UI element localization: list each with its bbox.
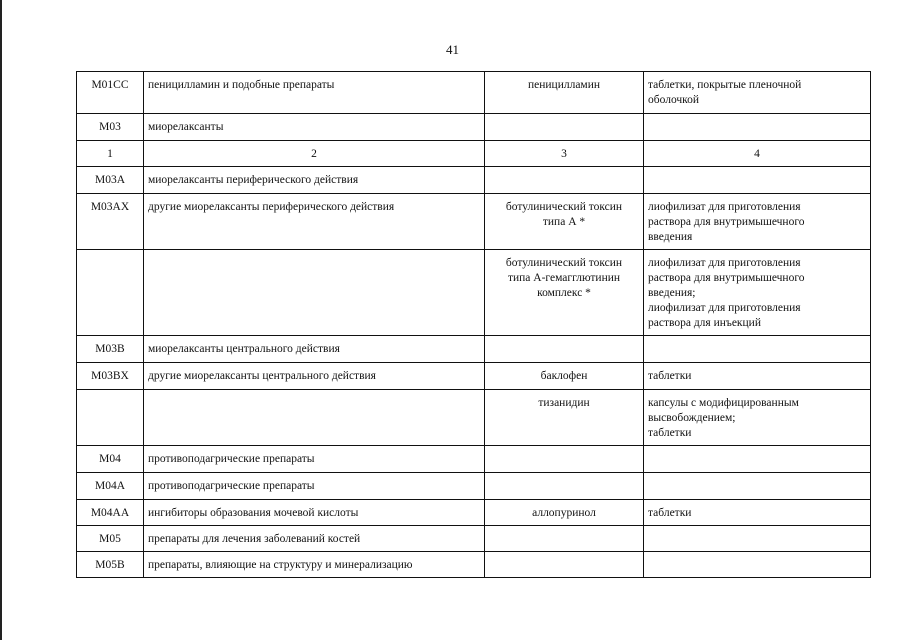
anatomical-group-cell [144,167,485,194]
atc-code-cell [77,473,144,500]
anatomical-group-text: препараты для лечения заболеваний костей [148,533,361,545]
table-row [77,167,871,194]
anatomical-group-text: препараты, влияющие на структуру и минерализацию [148,559,413,571]
anatomical-group-cell [144,473,485,500]
drug-name-text: тизанидин [538,397,590,409]
atc-code-cell [77,141,144,167]
atc-code-cell [77,390,144,446]
table-row [77,114,871,141]
atc-code-text: 1 [107,148,113,160]
anatomical-group-text: ингибиторы образования мочевой кислоты [148,507,359,519]
table-row [77,473,871,500]
atc-code-cell [77,500,144,526]
table-row [77,363,871,390]
dosage-form-cell [644,114,871,141]
anatomical-group-cell [144,552,485,578]
table-row [77,250,871,336]
atc-code-text: M05B [95,559,125,571]
drug-name-cell [485,473,644,500]
anatomical-group-cell [144,114,485,141]
drug-name-cell [485,390,644,446]
atc-code-cell [77,336,144,363]
dosage-form-text: капсулы с модифицированным высвобождением; таблетки [648,397,799,439]
table-row [77,552,871,578]
table-row [77,194,871,250]
atc-code-cell [77,526,144,552]
drug-name-cell [485,363,644,390]
atc-code-text: M03 [99,121,121,133]
drug-name-cell [485,336,644,363]
anatomical-group-text: миорелаксанты периферического действия [148,174,359,186]
anatomical-group-cell [144,141,485,167]
dosage-form-cell [644,363,871,390]
drug-name-cell [485,552,644,578]
atc-code-text: M03BX [91,370,129,382]
anatomical-group-text: противоподагрические препараты [148,480,315,492]
column-numbering-row [77,141,871,167]
anatomical-group-cell [144,336,485,363]
atc-code-text: M03A [94,174,126,186]
atc-code-cell [77,167,144,194]
atc-code-cell [77,114,144,141]
drug-name-cell [485,72,644,114]
drug-name-cell [485,141,644,167]
anatomical-group-text: противоподагрические препараты [148,453,315,465]
anatomical-group-text: миорелаксанты [148,121,224,133]
anatomical-group-cell [144,363,485,390]
dosage-form-text: таблетки, покрытые пленочной оболочкой [648,79,802,106]
atc-code-text: M04AA [90,507,130,519]
anatomical-group-cell [144,526,485,552]
atc-code-text: M03AX [90,201,130,213]
dosage-form-text: лиофилизат для приготовления раствора для внутримышечного введения [648,201,805,243]
dosage-form-text: лиофилизат для приготовления раствора для внутримышечного введения; лиофилизат для приготовления раствора для инъекций [648,257,805,329]
page-number: 41 [446,42,459,57]
dosage-form-cell [644,336,871,363]
atc-code-text: M03B [95,343,125,355]
atc-code-cell [77,363,144,390]
anatomical-group-cell [144,500,485,526]
drug-name-text: 3 [561,148,567,160]
dosage-form-cell [644,500,871,526]
dosage-form-cell [644,446,871,473]
dosage-form-cell [644,473,871,500]
atc-code-text: M01CC [91,79,129,91]
table-row [77,500,871,526]
anatomical-group-text: пеницилламин и подобные препараты [148,79,335,91]
atc-code-cell [77,250,144,336]
dosage-form-cell [644,194,871,250]
atc-code-text: M05 [99,533,121,545]
anatomical-group-text: миорелаксанты центрального действия [148,343,340,355]
drug-name-cell [485,194,644,250]
dosage-form-cell [644,250,871,336]
dosage-form-cell [644,526,871,552]
table-row [77,336,871,363]
anatomical-group-text: 2 [311,148,317,160]
table-row [77,526,871,552]
atc-code-cell [77,552,144,578]
dosage-form-cell [644,390,871,446]
drug-name-text: аллопуринол [532,507,596,519]
scan-left-edge [0,0,2,640]
atc-code-text: M04A [94,480,126,492]
dosage-form-cell [644,167,871,194]
dosage-form-cell [644,72,871,114]
atc-code-cell [77,194,144,250]
anatomical-group-cell [144,390,485,446]
drug-name-text: ботулинический токсин типа А * [505,201,623,228]
drug-name-cell [485,526,644,552]
anatomical-group-cell [144,250,485,336]
drug-name-cell [485,250,644,336]
dosage-form-text: таблетки [648,370,692,382]
drug-name-text: пеницилламин [527,79,601,91]
drug-name-cell [485,446,644,473]
drug-table [76,71,871,578]
atc-code-text: M04 [99,453,121,465]
anatomical-group-cell [144,72,485,114]
anatomical-group-text: другие миорелаксанты периферического действия [148,201,395,213]
atc-code-cell [77,72,144,114]
dosage-form-text: 4 [754,148,760,160]
table-row [77,390,871,446]
drug-name-cell [485,114,644,141]
table-row [77,446,871,473]
drug-name-cell [485,167,644,194]
anatomical-group-cell [144,446,485,473]
anatomical-group-cell [144,194,485,250]
drug-name-cell [485,500,644,526]
table-body [77,72,871,578]
dosage-form-cell [644,141,871,167]
anatomical-group-text: другие миорелаксанты центрального действия [148,370,376,382]
dosage-form-cell [644,552,871,578]
drug-name-text: ботулинический токсин типа А-гемагглютинин комплекс * [505,257,623,299]
dosage-form-text: таблетки [648,507,692,519]
drug-name-text: баклофен [540,370,588,382]
table-row [77,72,871,114]
atc-code-cell [77,446,144,473]
